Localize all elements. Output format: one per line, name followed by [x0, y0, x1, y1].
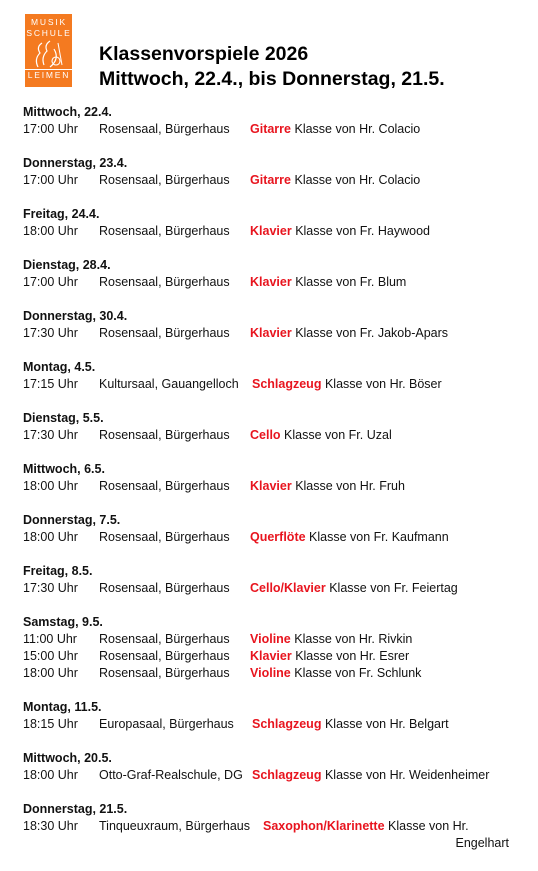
event-row [23, 172, 523, 189]
event-teacher: Klasse von Fr. Haywood [295, 224, 430, 238]
event-class [252, 716, 449, 733]
page-title [99, 42, 445, 92]
event-row [23, 376, 523, 393]
event-place: Rosensaal, Bürgerhaus [99, 224, 230, 238]
logo-text-musik: MUSIK [31, 17, 67, 27]
schedule-list [23, 104, 523, 869]
day-heading: Samstag, 9.5. [23, 615, 103, 629]
title-line-2: Mittwoch, 22.4., bis Donnerstag, 21.5. [99, 68, 445, 90]
event-time: 18:00 Uhr [23, 479, 78, 493]
event-row [23, 478, 523, 495]
event-teacher: Klasse von Hr. Weidenheimer [324, 768, 490, 782]
event-teacher: Klasse von Fr. Kaufmann [309, 530, 449, 544]
event-time: 11:00 Uhr [23, 632, 77, 646]
event-time: 15:00 Uhr [23, 649, 78, 663]
event-place: Rosensaal, Bürgerhaus [99, 326, 230, 340]
day-block [23, 699, 523, 733]
event-teacher: Klasse von Hr. [388, 819, 469, 833]
day-heading: Dienstag, 28.4. [23, 258, 111, 272]
event-place: Kultursaal, Gauangelloch [99, 377, 239, 391]
event-class [250, 121, 420, 138]
event-teacher: Klasse von Hr. Colacio [294, 173, 421, 187]
event-instrument: Querflöte [250, 530, 306, 544]
event-instrument: Klavier [250, 479, 292, 493]
day-block [23, 614, 523, 682]
event-place: Otto-Graf-Realschule, DG [99, 768, 243, 782]
event-class [250, 478, 405, 495]
event-time: 18:00 Uhr [23, 224, 78, 238]
event-class [250, 665, 421, 682]
event-row [23, 427, 523, 444]
day-block [23, 750, 523, 784]
event-place: Europasaal, Bürgerhaus [99, 717, 234, 731]
event-teacher: Klasse von Fr. Blum [295, 275, 407, 289]
event-place: Rosensaal, Bürgerhaus [99, 479, 230, 493]
event-class [263, 818, 469, 835]
event-instrument: Klavier [250, 649, 292, 663]
event-instrument: Klavier [250, 275, 292, 289]
event-time: 18:00 Uhr [23, 530, 78, 544]
event-class [250, 648, 409, 665]
event-time: 17:00 Uhr [23, 122, 78, 136]
event-class [250, 223, 430, 240]
event-class [252, 376, 442, 393]
event-teacher: Klasse von Fr. Uzal [284, 428, 392, 442]
event-teacher: Klasse von Hr. Böser [324, 377, 442, 391]
day-block [23, 512, 523, 546]
event-teacher: Klasse von Fr. Feiertag [329, 581, 458, 595]
event-teacher: Klasse von Hr. Belgart [324, 717, 449, 731]
event-row [23, 529, 523, 546]
day-heading: Donnerstag, 7.5. [23, 513, 121, 527]
event-teacher: Klasse von Hr. Fruh [295, 479, 405, 493]
event-class [250, 325, 448, 342]
music-school-logo [25, 14, 72, 87]
event-teacher: Klasse von Fr. Jakob-Apars [295, 326, 449, 340]
event-time: 17:00 Uhr [23, 173, 78, 187]
day-heading: Mittwoch, 6.5. [23, 462, 105, 476]
event-class [250, 274, 406, 291]
logo-text-leimen: LEIMEN [25, 69, 72, 81]
event-class [250, 631, 412, 648]
day-heading: Montag, 4.5. [23, 360, 96, 374]
day-block [23, 563, 523, 597]
event-time: 18:30 Uhr [23, 819, 78, 833]
event-class [250, 427, 392, 444]
event-place: Rosensaal, Bürgerhaus [99, 632, 230, 646]
event-teacher: Klasse von Hr. Esrer [295, 649, 410, 663]
logo-instrument-drawing [25, 39, 72, 69]
day-block [23, 359, 523, 393]
day-heading: Dienstag, 5.5. [23, 411, 104, 425]
day-block [23, 155, 523, 189]
event-instrument: Klavier [250, 326, 292, 340]
logo-text-schule: SCHULE [26, 28, 72, 38]
day-block [23, 257, 523, 291]
event-time: 18:15 Uhr [23, 717, 78, 731]
event-time: 18:00 Uhr [23, 666, 78, 680]
day-block [23, 206, 523, 240]
event-teacher: Klasse von Fr. Schlunk [294, 666, 422, 680]
event-class [252, 767, 489, 784]
event-place: Rosensaal, Bürgerhaus [99, 666, 230, 680]
event-instrument: Cello/Klavier [250, 581, 326, 595]
event-instrument: Schlagzeug [252, 377, 322, 391]
event-instrument: Violine [250, 666, 291, 680]
event-instrument: Saxophon/Klarinette [263, 819, 385, 833]
event-instrument: Gitarre [250, 122, 291, 136]
event-row [23, 223, 523, 240]
event-instrument: Gitarre [250, 173, 291, 187]
event-instrument: Cello [250, 428, 281, 442]
day-block [23, 801, 523, 852]
day-block [23, 410, 523, 444]
event-row [23, 767, 523, 784]
event-time: 17:30 Uhr [23, 326, 78, 340]
event-teacher: Klasse von Hr. Rivkin [294, 632, 413, 646]
day-heading: Donnerstag, 23.4. [23, 156, 128, 170]
day-heading: Freitag, 24.4. [23, 207, 100, 221]
event-place: Rosensaal, Bürgerhaus [99, 275, 230, 289]
day-heading: Donnerstag, 21.5. [23, 802, 128, 816]
event-teacher-continuation: Engelhart [455, 836, 509, 850]
event-row [23, 818, 523, 835]
title-line-1: Klassenvorspiele 2026 [99, 43, 309, 65]
event-row [23, 716, 523, 733]
event-place: Rosensaal, Bürgerhaus [99, 530, 230, 544]
event-time: 18:00 Uhr [23, 768, 78, 782]
event-class [250, 529, 449, 546]
event-place: Rosensaal, Bürgerhaus [99, 649, 230, 663]
event-instrument: Klavier [250, 224, 292, 238]
violin-icon [32, 39, 66, 69]
event-place: Rosensaal, Bürgerhaus [99, 122, 230, 136]
day-heading: Donnerstag, 30.4. [23, 309, 128, 323]
event-class [250, 172, 420, 189]
event-row [23, 648, 523, 665]
event-place: Rosensaal, Bürgerhaus [99, 581, 230, 595]
event-row [23, 631, 523, 648]
day-block [23, 308, 523, 342]
event-time: 17:30 Uhr [23, 428, 78, 442]
event-time: 17:15 Uhr [23, 377, 78, 391]
event-place: Rosensaal, Bürgerhaus [99, 428, 230, 442]
event-row [23, 580, 523, 597]
day-heading: Mittwoch, 20.5. [23, 751, 112, 765]
event-time: 17:00 Uhr [23, 275, 78, 289]
day-block [23, 104, 523, 138]
day-block [23, 461, 523, 495]
day-heading: Mittwoch, 22.4. [23, 105, 112, 119]
event-row [23, 325, 523, 342]
day-heading: Montag, 11.5. [23, 700, 102, 714]
event-instrument: Schlagzeug [252, 717, 322, 731]
event-row [23, 665, 523, 682]
event-time: 17:30 Uhr [23, 581, 78, 595]
event-place: Tinqueuxraum, Bürgerhaus [99, 819, 251, 833]
event-class [250, 580, 458, 597]
day-heading: Freitag, 8.5. [23, 564, 93, 578]
event-row [23, 121, 523, 138]
event-teacher: Klasse von Hr. Colacio [294, 122, 421, 136]
event-instrument: Violine [250, 632, 291, 646]
event-instrument: Schlagzeug [252, 768, 322, 782]
event-row [23, 274, 523, 291]
event-place: Rosensaal, Bürgerhaus [99, 173, 230, 187]
